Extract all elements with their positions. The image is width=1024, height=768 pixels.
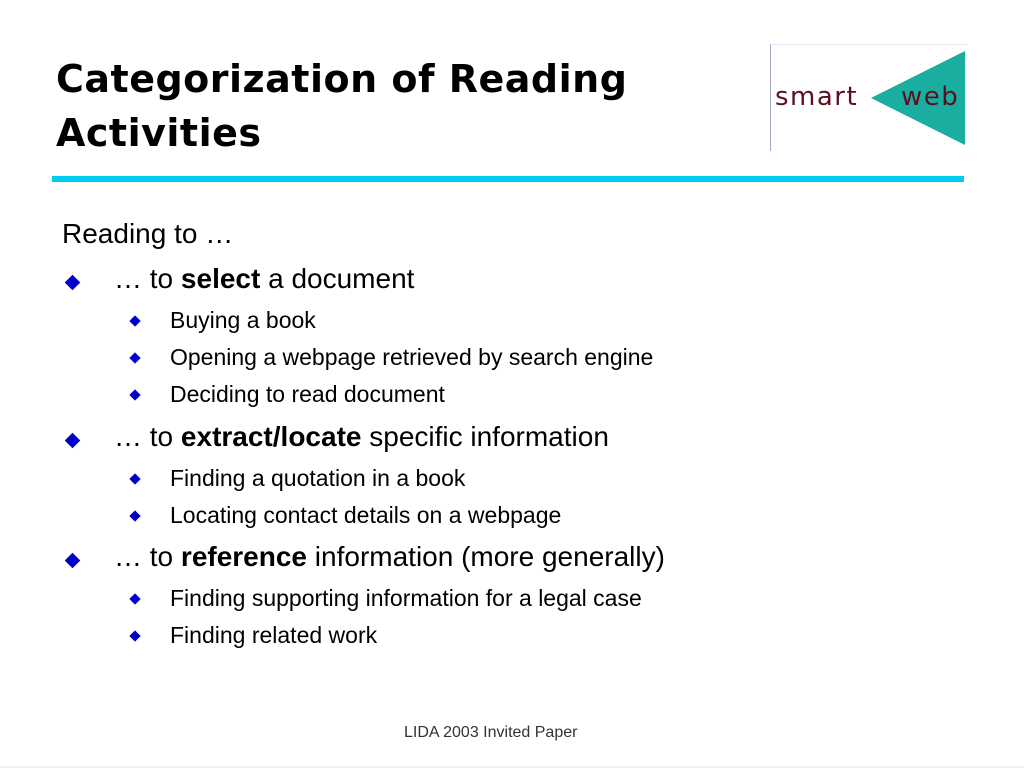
list-item-suffix: specific information bbox=[361, 421, 609, 452]
list-item-keyword: extract/locate bbox=[180, 421, 362, 452]
sub-list-item: Finding a quotation in a book bbox=[170, 465, 466, 491]
slide-title: Categorization of Reading Activities bbox=[56, 57, 628, 155]
diamond-bullet-icon bbox=[129, 630, 140, 641]
list-item-prefix: … to bbox=[114, 421, 181, 452]
sub-list-item: Locating contact details on a webpage bbox=[170, 502, 562, 528]
list-item bbox=[114, 261, 414, 297]
diamond-bullet-icon bbox=[65, 275, 81, 291]
list-item-prefix: … to bbox=[114, 263, 181, 294]
diamond-bullet-icon bbox=[65, 553, 81, 569]
list-item bbox=[114, 419, 609, 455]
sub-list-item: Finding related work bbox=[170, 622, 378, 648]
logo-text-smart: smart bbox=[775, 82, 859, 112]
intro-line: Reading to … bbox=[62, 218, 234, 249]
sub-list-item: Buying a book bbox=[170, 307, 316, 333]
list-item bbox=[114, 539, 665, 575]
sub-list-item: Finding supporting information for a legal case bbox=[170, 585, 642, 611]
list-item-keyword: select bbox=[180, 263, 261, 294]
list-item-suffix: information (more generally) bbox=[307, 541, 665, 572]
list-item-keyword: reference bbox=[180, 541, 308, 572]
diamond-bullet-icon bbox=[129, 352, 140, 363]
diamond-bullet-icon bbox=[129, 593, 140, 604]
diamond-bullet-icon bbox=[129, 473, 140, 484]
list-item-suffix: a document bbox=[260, 263, 415, 294]
list-item-prefix: … to bbox=[114, 541, 181, 572]
sub-list-item: Deciding to read document bbox=[170, 381, 445, 407]
slide-footer: LIDA 2003 Invited Paper bbox=[404, 724, 578, 741]
diamond-bullet-icon bbox=[129, 510, 140, 521]
diamond-bullet-icon bbox=[65, 433, 81, 449]
logo-text-web: web bbox=[901, 82, 960, 112]
sub-list-item: Opening a webpage retrieved by search engine bbox=[170, 344, 654, 370]
diamond-bullet-icon bbox=[129, 389, 140, 400]
diamond-bullet-icon bbox=[129, 315, 140, 326]
